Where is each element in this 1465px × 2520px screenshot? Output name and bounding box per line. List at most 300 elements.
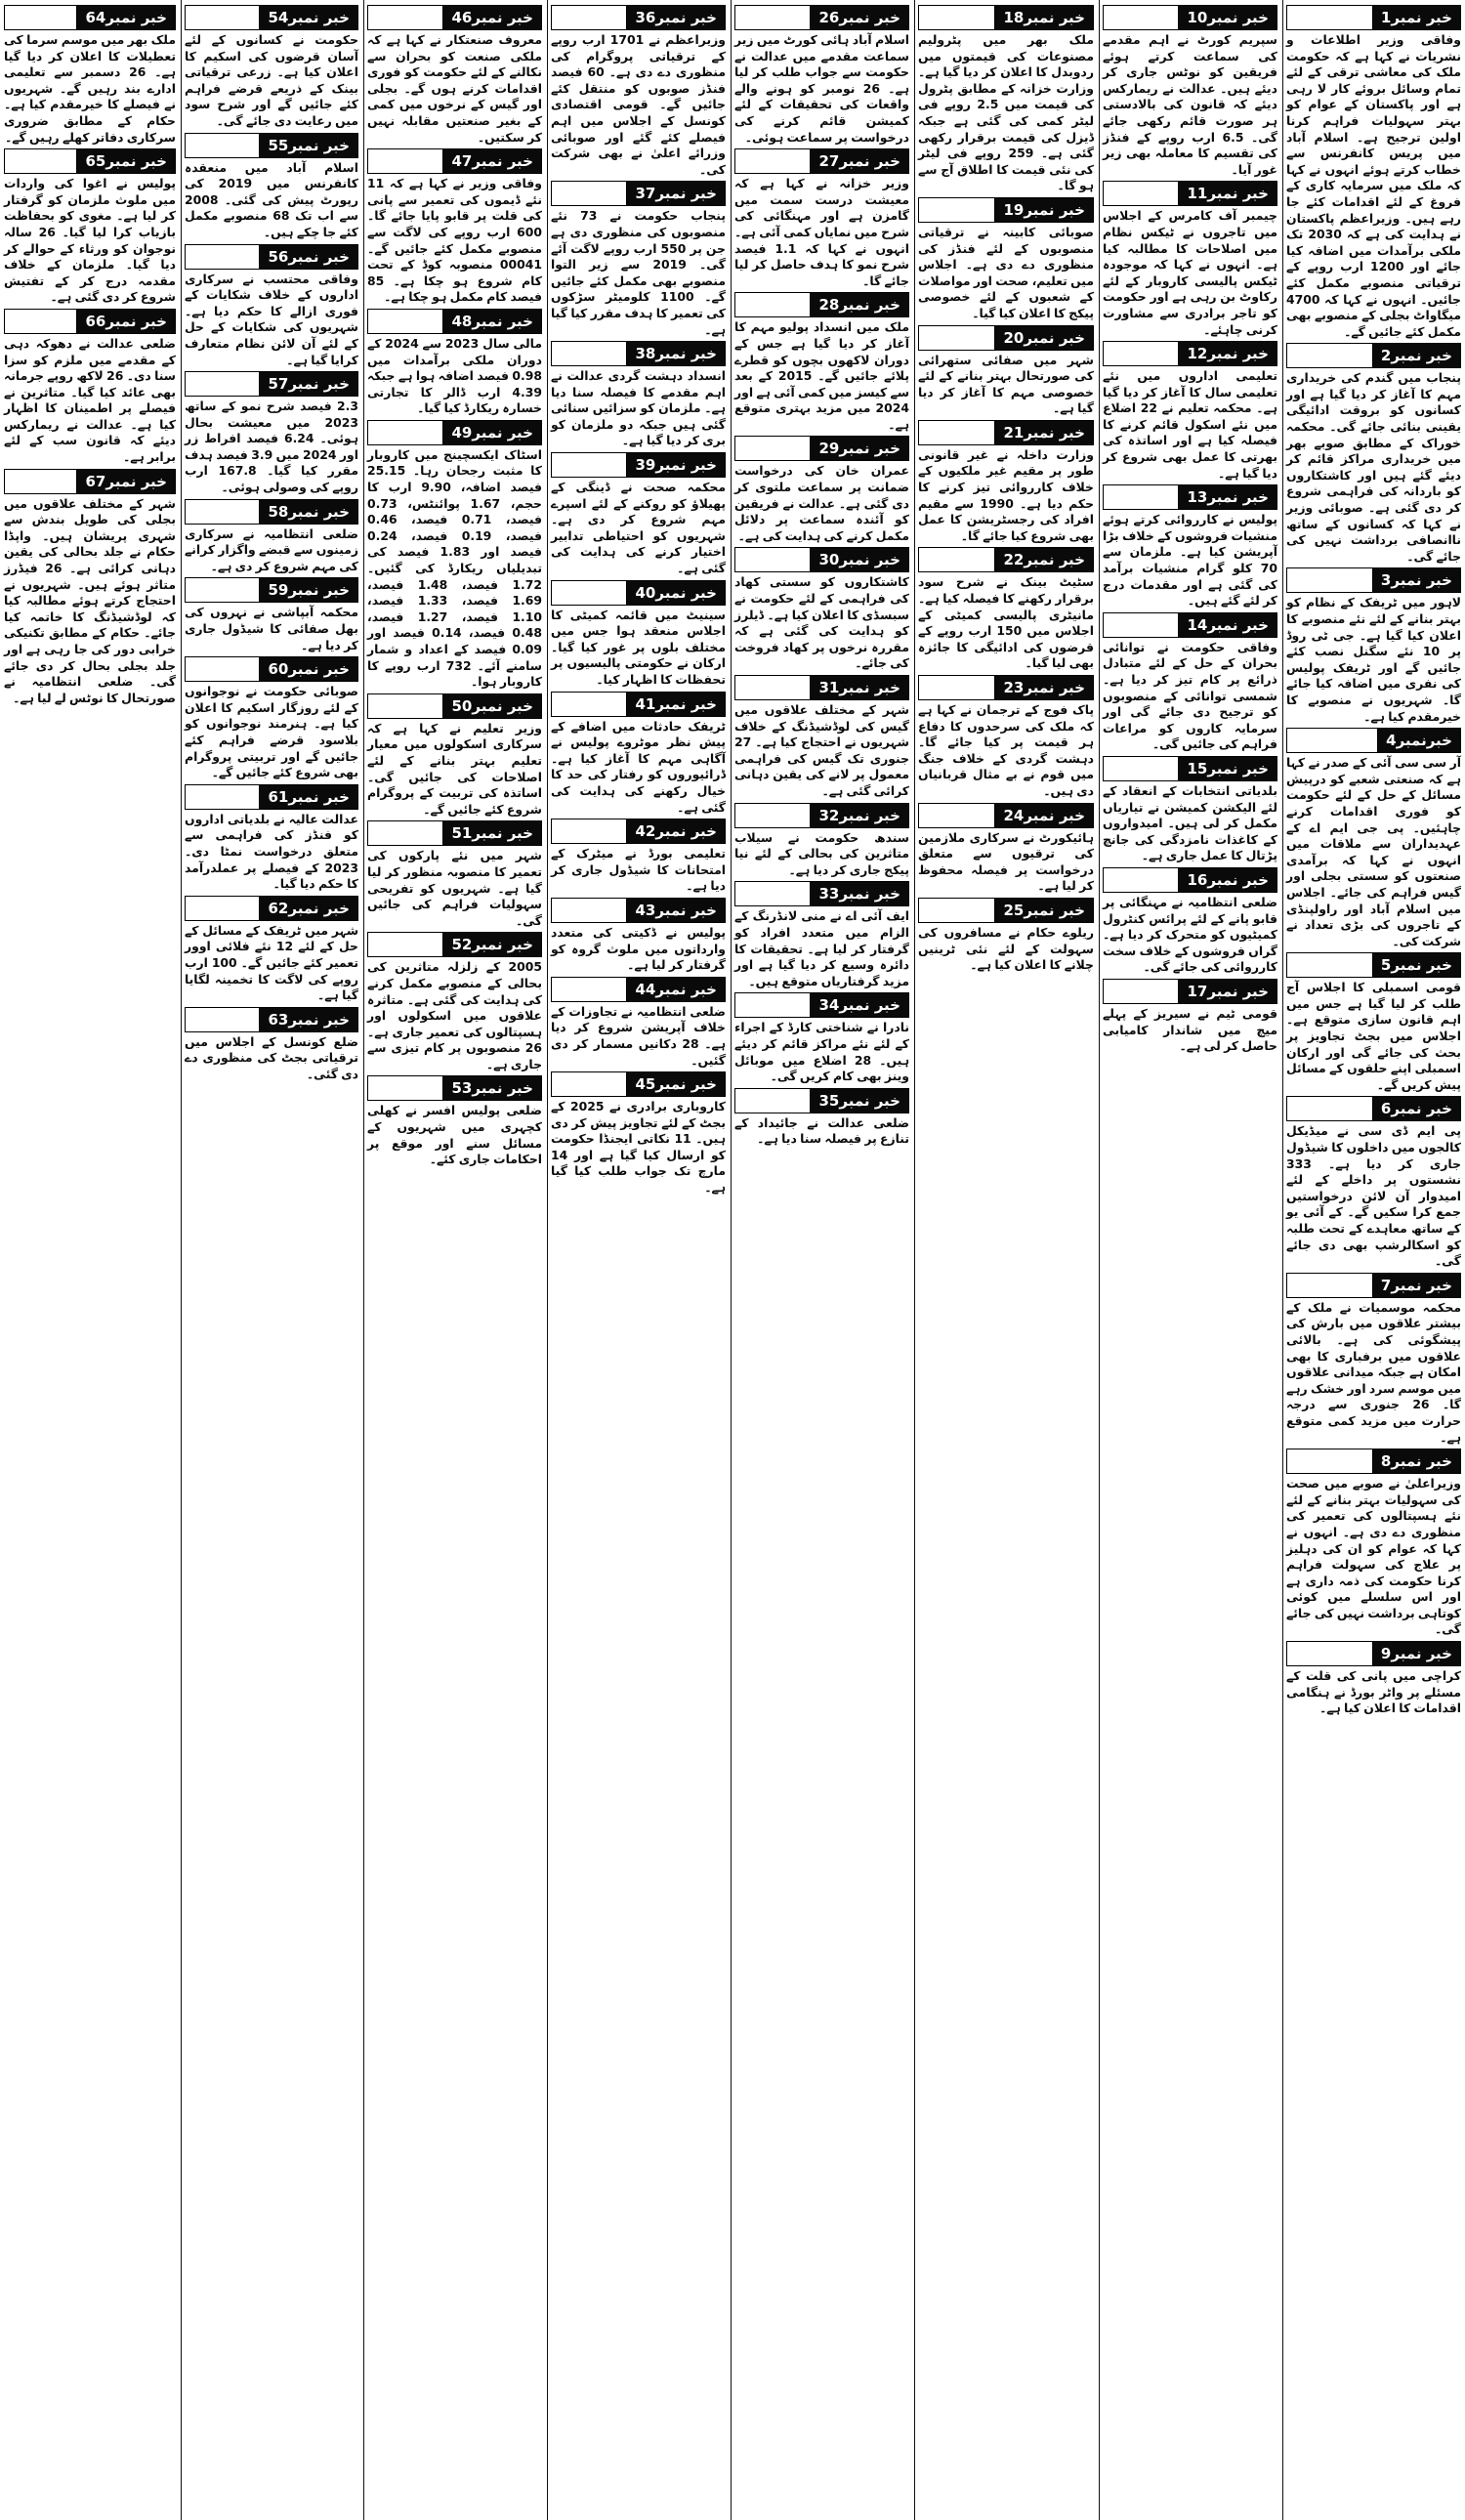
- news-item-header: [551, 899, 726, 922]
- news-header-rule: [734, 547, 810, 572]
- news-item: [1286, 729, 1461, 949]
- news-body-text: آر سی سی آئی کے صدر نے کہا ہے کہ صنعتی شعبے کو درپیش مسائل کے حل کے لئے حکومت کو فوری اقدامات کرنے چاہئیں۔ پی جی ایم اے کے عہدیداران سے ملاقات میں انہوں نے کہا کہ برآمدی صنعتوں کو سستی بجلی اور گیس فراہم کی جائے۔ اجلاس میں اسلام آباد اور راولپنڈی کے تاجروں کی بڑی تعداد نے شرکت کی۔: [1286, 755, 1461, 948]
- news-body-text: بلدیاتی انتخابات کے انعقاد کے لئے الیکشن کمیشن نے تیاریاں مکمل کر لی ہیں۔ امیدواروں کے کاغذات نامزدگی کی جانچ پڑتال کا عمل جاری ہے۔: [1103, 782, 1277, 863]
- news-item: [551, 978, 726, 1069]
- news-body-text: حکومت نے کسانوں کے لئے آسان قرضوں کی اسکیم کا اعلان کیا ہے۔ زرعی ترقیاتی بینک کے ذریعے قرضے فراہم کئے جائیں گے اور شرح سود میں رعایت دی جائے گی۔: [185, 32, 358, 128]
- news-number-badge: خبر نمبر45: [626, 1071, 726, 1097]
- news-item-header: [1286, 6, 1461, 29]
- news-body-text: 2005 کے زلزلہ متاثرین کی بحالی کے منصوبے مکمل کرنے کی ہدایت کی گئی ہے۔ متاثرہ علاقوں میں اسکولوں اور ہسپتالوں کی تعمیر جاری ہے۔ 26 منصوبوں پر کام تیزی سے جاری ہے۔: [367, 959, 542, 1071]
- news-item: [185, 897, 358, 1004]
- news-number-badge: خبر نمبر14: [1178, 612, 1277, 638]
- column-3: [914, 0, 1098, 2520]
- news-body-text: شہر میں ٹریفک کے مسائل کے حل کے لئے 12 نئے فلائی اوور تعمیر کئے جائیں گے۔ 100 ارب روپے کی لاگت کا تخمینہ لگایا گیا ہے۔: [185, 922, 358, 1003]
- news-item-header: [185, 372, 358, 396]
- news-item-header: [185, 897, 358, 920]
- news-header-rule: [367, 148, 442, 174]
- news-item-header: [185, 245, 358, 269]
- news-body-text: قومی اسمبلی کا اجلاس آج طلب کر لیا گیا ہے جس میں اہم قانون سازی متوقع ہے۔ اجلاس میں بجٹ تجاویز پر بحث کی جائے گی اور ارکان اسمبلی اپنے حلقوں کے مسائل پیش کریں گے۔: [1286, 980, 1461, 1092]
- news-body-text: لاہور میں ٹریفک کے نظام کو بہتر بنانے کے لئے نئے منصوبے کا اعلان کیا گیا ہے۔ جی ٹی روڈ پر 10 نئے سگنل نصب کئے جائیں گے اور ٹریفک پولیس کی نفری میں اضافہ کیا جائے گا۔ شہریوں نے منصوبے کا خیرمقدم کیا ہے۔: [1286, 595, 1461, 724]
- news-item-header: [4, 310, 176, 333]
- news-body-text: اسلام آباد ہائی کورٹ میں زیر سماعت مقدمے میں عدالت نے حکومت سے جواب طلب کر لیا ہے۔ 26 نومبر کو ہونے والے واقعات کی تحقیقات کے لئے کمیشن قائم کرنے کی درخواست پر سماعت ہوئی۔: [734, 32, 909, 145]
- news-body-text: 2.3 فیصد شرح نمو کے ساتھ 2023 میں معیشت بحال ہوئی۔ 6.24 فیصد افراط زر اور 2024 میں 3.9 فیصد ہدف مقرر کیا گیا۔ 167.8 ارب روپے کی وصولی ہوئی۔: [185, 399, 358, 495]
- news-item-header: [734, 437, 909, 460]
- news-item-header: [1286, 729, 1461, 752]
- news-item: [918, 326, 1094, 417]
- news-body-text: پی ایم ڈی سی نے میڈیکل کالجوں میں داخلوں کا شیڈول جاری کر دیا ہے۔ 333 نشستوں پر داخلے کے لئے امیدوار آن لائن درخواستیں جمع کرا سکیں گے۔ کے آئی یو کے ساتھ معاہدے کے تحت طلبہ کو اسکالرشپ بھی دی جائے گی۔: [1286, 1123, 1461, 1269]
- news-item-header: [367, 6, 542, 29]
- news-item: [1286, 1449, 1461, 1638]
- news-body-text: صوبائی حکومت نے نوجوانوں کے لئے روزگار اسکیم کا اعلان کیا ہے۔ ہنرمند نوجوانوں کو بلاسود قرضے فراہم کئے جائیں گے اور تربیتی پروگرام بھی شروع کئے جائیں گے۔: [185, 684, 358, 780]
- news-item: [551, 182, 726, 338]
- news-number-badge: خبر نمبر6: [1372, 1096, 1461, 1121]
- news-body-text: ریلوے حکام نے مسافروں کی سہولت کے لئے نئی ٹرینیں چلانے کا اعلان کیا ہے۔: [918, 924, 1094, 973]
- news-body-text: چیمبر آف کامرس کے اجلاس میں تاجروں نے ٹیکس نظام میں اصلاحات کا مطالبہ کیا ہے۔ انہوں نے کہا کہ موجودہ ٹیکس پالیسی کاروبار کے لئے رکاوٹ بن رہی ہے اور حکومت کو تاجر برادری سے مشاورت کرنی چاہئے۔: [1103, 208, 1277, 337]
- news-number-badge: خبر نمبر37: [626, 181, 726, 206]
- news-number-badge: خبر نمبر42: [626, 819, 726, 844]
- news-number-badge: خبر نمبر51: [442, 820, 542, 846]
- news-header-rule: [918, 420, 994, 445]
- news-header-rule: [734, 148, 810, 174]
- news-number-badge: خبر نمبر5: [1372, 952, 1461, 978]
- news-item: [185, 1008, 358, 1083]
- news-item-header: [185, 657, 358, 681]
- news-header-rule: [918, 803, 994, 828]
- news-number-badge: خبر نمبر57: [259, 371, 358, 397]
- news-header-rule: [367, 309, 442, 334]
- news-item: [185, 245, 358, 369]
- news-item-header: [734, 1089, 909, 1113]
- news-item: [4, 6, 176, 146]
- news-item: [551, 899, 726, 974]
- news-body-text: ٹریفک حادثات میں اضافے کے پیش نظر موٹروے پولیس نے آگاہی مہم کا آغاز کیا ہے۔ ڈرائیوروں کو رفتار کی حد کا خیال رکھنے کی ہدایت کی گئی ہے۔: [551, 718, 726, 815]
- news-item: [1103, 182, 1277, 338]
- news-header-rule: [551, 452, 626, 478]
- news-body-text: ملک بھر میں پٹرولیم مصنوعات کی قیمتوں میں ردوبدل کا اعلان کر دیا گیا ہے۔ وزارت خزانہ کے مطابق پٹرول کی قیمت میں 2.5 روپے فی لیٹر کمی کی گئی ہے جبکہ ڈیزل کی قیمت برقرار رکھی گئی ہے۔ 259 روپے فی لیٹر کی نئی قیمت کا اطلاق آج سے ہو گا۔: [918, 32, 1094, 193]
- news-item-header: [551, 342, 726, 365]
- news-item: [367, 421, 542, 691]
- news-body-text: صوبائی کابینہ نے ترقیاتی منصوبوں کے لئے فنڈز کی منظوری دے دی ہے۔ اجلاس میں تعلیم، صحت اور مواصلات کے شعبوں کے لئے خصوصی پیکج کا اعلان کیا گیا۔: [918, 224, 1094, 320]
- news-header-rule: [1286, 343, 1372, 368]
- news-item-header: [1286, 1274, 1461, 1297]
- news-body-text: ضلعی عدالت نے دھوکہ دہی کے مقدمے میں ملزم کو سزا سنا دی۔ 26 لاکھ روپے جرمانہ بھی عائد کیا گیا۔ متاثرین نے فیصلے پر اطمینان کا اظہار کیا ہے۔ عدالت نے ریمارکس دیئے کہ قانون سب کے لئے برابر ہے۔: [4, 335, 176, 465]
- news-item: [551, 819, 726, 895]
- news-number-badge: خبر نمبر31: [810, 675, 909, 700]
- column-2: [1099, 0, 1281, 2520]
- news-number-badge: خبر نمبر48: [442, 309, 542, 334]
- news-item-header: [1286, 344, 1461, 367]
- news-header-rule: [1103, 756, 1178, 781]
- news-number-badge: خبر نمبر26: [810, 5, 909, 30]
- news-body-text: ضلعی انتظامیہ نے مہنگائی پر قابو پانے کے لئے پرائس کنٹرول کمیٹیوں کو متحرک کر دیا ہے۔ گراں فروشوں کے خلاف سخت کارروائی کی جائے گی۔: [1103, 894, 1277, 975]
- news-header-rule: [918, 197, 994, 223]
- news-header-rule: [734, 675, 810, 700]
- news-item: [918, 548, 1094, 672]
- news-number-badge: خبر نمبر39: [626, 452, 726, 478]
- news-body-text: محکمہ موسمیات نے ملک کے بیشتر علاقوں میں بارش کی پیشگوئی کی ہے۔ بالائی علاقوں میں برفباری کا بھی امکان ہے جبکہ میدانی علاقوں میں موسم سرد اور خشک رہے گا۔ 26 جنوری سے درجہ حرارت میں مزید کمی متوقع ہے۔: [1285, 1299, 1461, 1445]
- news-number-badge: خبر نمبر56: [259, 244, 358, 270]
- news-header-rule: [734, 881, 810, 906]
- news-header-rule: [367, 1075, 442, 1101]
- column-1: [1282, 0, 1465, 2520]
- news-body-text: ملک بھر میں موسم سرما کی تعطیلات کا اعلان کر دیا گیا ہے۔ 26 دسمبر سے تعلیمی ادارے بند رہیں گے۔ شہریوں نے فیصلے کا خیرمقدم کیا ہے۔ حکام کے مطابق ضروری سرکاری دفاتر کھلے رہیں گے۔: [4, 32, 176, 145]
- news-number-badge: خبر نمبر8: [1372, 1449, 1461, 1474]
- news-header-rule: [4, 148, 76, 174]
- news-body-text: محکمہ آبپاشی نے نہروں کی بھل صفائی کا شیڈول جاری کر دیا ہے۔: [185, 605, 358, 652]
- news-item-header: [1103, 485, 1277, 509]
- news-item: [918, 804, 1094, 895]
- news-item-header: [1103, 868, 1277, 892]
- news-number-badge: خبر نمبر29: [810, 436, 909, 461]
- news-body-text: وزیر خزانہ نے کہا ہے کہ معیشت درست سمت میں گامزن ہے اور مہنگائی کی شرح میں نمایاں کمی آئی ہے۔ انہوں نے کہا کہ 1.1 فیصد شرح نمو کا ہدف حاصل کر لیا جائے گا۔: [734, 176, 909, 288]
- news-body-text: ضلعی عدالت نے جائیداد کے تنازع پر فیصلہ سنا دیا ہے۔: [734, 1114, 909, 1147]
- news-body-text: وزیراعلیٰ نے صوبے میں صحت کی سہولیات بہتر بنانے کے لئے نئے ہسپتالوں کی تعمیر کی منظوری دے دی ہے۔ انہوں نے کہا کہ عوام کو ان کی دہلیز پر علاج کی سہولت فراہم کرنا حکومت کی ذمہ داری ہے اور اس سلسلے میں کوئی کوتاہی برداشت نہیں کی جائے گی۔: [1286, 1476, 1461, 1637]
- news-item-header: [1286, 1449, 1461, 1473]
- news-item: [1286, 953, 1461, 1093]
- news-item-header: [1103, 182, 1277, 205]
- news-item: [1103, 6, 1277, 178]
- news-item-header: [734, 6, 909, 29]
- column-4: [731, 0, 913, 2520]
- news-item: [367, 694, 542, 819]
- news-body-text: معروف صنعتکار نے کہا ہے کہ ملکی صنعت کو بحران سے نکالنے کے لئے حکومت کو فوری اقدامات کرنے ہوں گے۔ بجلی اور گیس کے نرخوں میں کمی کے بغیر صنعتیں مقابلہ نہیں کر سکتیں۔: [367, 32, 542, 145]
- news-body-text: سندھ حکومت نے سیلاب متاثرین کی بحالی کے لئے نیا پیکج جاری کر دیا ہے۔: [734, 829, 909, 877]
- news-body-text: وفاقی محتسب نے سرکاری اداروں کے خلاف شکایات کے فوری ازالے کا حکم دیا ہے۔ شہریوں کی شکایات کے حل کے لئے آن لائن نظام متعارف کرایا گیا ہے۔: [185, 271, 358, 367]
- news-item: [918, 899, 1094, 974]
- news-header-rule: [1286, 1641, 1372, 1666]
- news-item-header: [918, 676, 1094, 699]
- news-header-rule: [185, 577, 259, 603]
- news-item-header: [367, 821, 542, 845]
- news-item-header: [551, 1072, 726, 1096]
- news-item-header: [185, 500, 358, 524]
- news-number-badge: خبر نمبر3: [1372, 567, 1461, 593]
- news-header-rule: [918, 898, 994, 923]
- news-item: [551, 693, 726, 817]
- news-number-badge: خبرنمبر4: [1377, 728, 1461, 753]
- news-item-header: [734, 993, 909, 1017]
- news-item: [367, 933, 542, 1072]
- news-item: [185, 657, 358, 781]
- news-header-rule: [734, 436, 810, 461]
- news-header-rule: [734, 5, 810, 30]
- news-item: [1103, 342, 1277, 482]
- news-body-text: ایف آئی اے نے منی لانڈرنگ کے الزام میں متعدد افراد کو گرفتار کر لیا ہے۔ تحقیقات کا دائرہ وسیع کر دیا گیا ہے اور مزید گرفتاریاں متوقع ہیں۔: [734, 908, 909, 988]
- news-item-header: [1286, 1642, 1461, 1665]
- news-item-header: [1103, 6, 1277, 29]
- news-item: [1286, 6, 1461, 340]
- news-number-badge: خبر نمبر34: [810, 992, 909, 1018]
- news-body-text: مالی سال 2023 سے 2024 کے دوران ملکی برآمدات میں 0.98 فیصد اضافہ ہوا ہے جبکہ 4.39 ارب ڈالر کا تجارتی خسارہ ریکارڈ کیا گیا۔: [367, 335, 543, 416]
- news-item: [185, 134, 358, 241]
- news-item: [734, 993, 909, 1084]
- news-item: [1103, 613, 1277, 753]
- news-number-badge: خبر نمبر47: [442, 148, 542, 174]
- news-item: [4, 149, 176, 306]
- news-number-badge: خبر نمبر17: [1178, 979, 1277, 1004]
- column-rule: [363, 0, 364, 2520]
- news-item-header: [185, 1008, 358, 1031]
- news-item-header: [367, 149, 542, 173]
- news-body-text: وزیراعظم نے 1701 ارب روپے کے ترقیاتی پروگرام کی منظوری دے دی ہے۔ 60 فیصد فنڈز صوبوں کو منتقل کئے جائیں گے۔ قومی اقتصادی کونسل کے اجلاس میں اہم فیصلے کئے گئے اور صوبائی وزرائے اعلیٰ نے بھی شرکت کی۔: [551, 32, 726, 177]
- column-7: [181, 0, 362, 2520]
- news-item-header: [551, 6, 726, 29]
- news-number-badge: خبر نمبر33: [810, 881, 909, 906]
- news-item-header: [551, 453, 726, 477]
- news-header-rule: [185, 784, 259, 810]
- news-body-text: سینیٹ میں قائمہ کمیٹی کا اجلاس منعقد ہوا جس میں مختلف بلوں پر غور کیا گیا۔ ارکان نے حکومتی پالیسیوں پر تحفظات کا اظہار کیا۔: [551, 607, 726, 687]
- news-number-badge: خبر نمبر50: [442, 693, 542, 719]
- news-item-header: [185, 6, 358, 29]
- news-number-badge: خبر نمبر21: [994, 420, 1094, 445]
- news-item-header: [918, 548, 1094, 571]
- news-header-rule: [367, 693, 442, 719]
- news-number-badge: خبر نمبر43: [626, 898, 726, 923]
- news-header-rule: [551, 819, 626, 844]
- news-header-rule: [367, 420, 442, 445]
- news-item-header: [918, 198, 1094, 222]
- news-number-badge: خبر نمبر40: [626, 580, 726, 606]
- news-header-rule: [1286, 952, 1372, 978]
- news-body-text: ضلعی انتظامیہ نے تجاوزات کے خلاف آپریشن شروع کر دیا ہے۔ 28 دکانیں مسمار کر دی گئیں۔: [551, 1003, 726, 1068]
- news-body-text: اسلام آباد میں منعقدہ کانفرنس میں 2019 کی رپورٹ پیش کی گئی۔ 2008 سے اب تک 68 منصوبے مکمل کئے جا چکے ہیں۔: [185, 159, 359, 239]
- news-number-badge: خبر نمبر23: [994, 675, 1094, 700]
- column-6: [363, 0, 546, 2520]
- news-item: [367, 1076, 542, 1167]
- news-number-badge: خبر نمبر66: [76, 309, 176, 334]
- news-body-text: محکمہ صحت نے ڈینگی کے پھیلاؤ کو روکنے کے لئے اسپرے مہم شروع کر دی ہے۔ شہریوں کو احتیاطی تدابیر اختیار کرنے کی ہدایت کی گئی ہے۔: [551, 480, 726, 576]
- news-header-rule: [1286, 5, 1372, 30]
- news-body-text: قومی ٹیم نے سیریز کے پہلے میچ میں شاندار کامیابی حاصل کر لی ہے۔: [1103, 1005, 1277, 1054]
- news-item: [734, 882, 909, 989]
- news-number-badge: خبر نمبر36: [626, 5, 726, 30]
- news-item-header: [734, 882, 909, 905]
- news-body-text: تعلیمی اداروں میں نئے تعلیمی سال کا آغاز کر دیا گیا ہے۔ محکمہ تعلیم نے 22 اضلاع میں نئے اسکول قائم کرنے کا فیصلہ کیا ہے اور اساتذہ کی بھرتی کا عمل بھی شروع کر دیا گیا ہے۔: [1103, 368, 1277, 481]
- news-item: [185, 785, 358, 893]
- news-item: [1103, 485, 1277, 609]
- news-body-text: شہر کے مختلف علاقوں میں گیس کی لوڈشیڈنگ کے خلاف شہریوں نے احتجاج کیا ہے۔ 27 جنوری تک گیس کی فراہمی معمول پر لانے کی یقین دہانی کرائی گئی ہے۔: [734, 702, 909, 798]
- news-item-header: [918, 804, 1094, 827]
- news-item-header: [551, 693, 726, 716]
- news-item: [1286, 344, 1461, 565]
- news-item-header: [551, 581, 726, 605]
- news-item: [1286, 1274, 1461, 1446]
- news-header-rule: [551, 1071, 626, 1097]
- news-number-badge: خبر نمبر55: [259, 133, 358, 158]
- news-body-text: کاشتکاروں کو سستی کھاد کی فراہمی کے لئے حکومت نے سبسڈی کا اعلان کیا ہے۔ ڈیلرز کو ہدایت کی گئی ہے کہ مقررہ نرخوں پر کھاد فروخت کی جائے۔: [734, 574, 909, 671]
- news-body-text: پنجاب حکومت نے 73 نئے منصوبوں کی منظوری دی ہے جن پر 550 ارب روپے لاگت آئے گی۔ 2019 سے زیر التوا منصوبے بھی مکمل کئے جائیں گے۔ 1100 کلومیٹر سڑکوں کی تعمیر کا ہدف مقرر کیا گیا ہے۔: [551, 208, 726, 337]
- news-number-badge: خبر نمبر52: [442, 932, 542, 957]
- column-rule: [1282, 0, 1283, 2520]
- news-item: [734, 1089, 909, 1148]
- news-item-header: [734, 293, 909, 316]
- news-body-text: پولیس نے ڈکیتی کی متعدد وارداتوں میں ملوث گروہ کو گرفتار کر لیا ہے۔: [551, 924, 726, 973]
- news-item-header: [1103, 757, 1277, 780]
- news-item: [185, 578, 358, 653]
- news-header-rule: [367, 5, 442, 30]
- news-item: [734, 676, 909, 800]
- news-item: [185, 372, 358, 496]
- news-item: [185, 6, 358, 130]
- news-number-badge: خبر نمبر19: [994, 197, 1094, 223]
- news-item: [1103, 980, 1277, 1055]
- news-item-header: [367, 933, 542, 956]
- news-item-header: [367, 421, 542, 444]
- news-header-rule: [1103, 867, 1178, 893]
- news-item-header: [1103, 613, 1277, 637]
- news-number-badge: خبر نمبر61: [259, 784, 358, 810]
- news-number-badge: خبر نمبر49: [442, 420, 542, 445]
- news-header-rule: [1103, 181, 1178, 206]
- news-header-rule: [918, 5, 994, 30]
- news-number-badge: خبر نمبر38: [626, 341, 726, 366]
- news-header-rule: [734, 803, 810, 828]
- news-body-text: وفاقی وزیر نے کہا ہے کہ 11 نئے ڈیموں کی تعمیر سے پانی کی قلت پر قابو پایا جائے گا۔ 600 ارب روپے کی لاگت سے منصوبے مکمل کئے جائیں گے۔ 00041 منصوبہ کوڈ کے تحت کام شروع ہو چکا ہے۔ 85 فیصد کام مکمل ہو چکا ہے۔: [367, 176, 542, 305]
- news-body-text: پولیس نے اغوا کی واردات میں ملوث ملزمان کو گرفتار کر لیا ہے۔ مغوی کو بحفاظت بازیاب کرا لیا گیا۔ 26 سالہ نوجوان کو ورثاء کے حوالے کر دیا گیا۔ ملزمان کے خلاف مقدمہ درج کر کے تفتیش شروع کر دی گئی ہے۔: [4, 176, 176, 305]
- news-number-badge: خبر نمبر41: [626, 692, 726, 717]
- news-item: [367, 821, 542, 929]
- news-header-rule: [185, 896, 259, 921]
- news-header-rule: [1286, 1096, 1372, 1121]
- news-body-text: ضلع کونسل کے اجلاس میں ترقیاتی بجٹ کی منظوری دے دی گئی۔: [185, 1033, 358, 1081]
- news-header-rule: [185, 5, 259, 30]
- news-number-badge: خبر نمبر2: [1372, 343, 1461, 368]
- news-header-rule: [185, 1007, 259, 1032]
- news-item-header: [918, 326, 1094, 350]
- news-item-header: [551, 819, 726, 843]
- news-number-badge: خبر نمبر22: [994, 547, 1094, 572]
- news-number-badge: خبر نمبر44: [626, 977, 726, 1002]
- news-number-badge: خبر نمبر32: [810, 803, 909, 828]
- news-item: [1286, 1642, 1461, 1717]
- news-item: [918, 421, 1094, 545]
- news-body-text: ہائیکورٹ نے سرکاری ملازمین کی ترقیوں سے متعلق درخواست پر فیصلہ محفوظ کر لیا ہے۔: [918, 829, 1094, 894]
- news-item-header: [1286, 1097, 1461, 1120]
- news-item: [551, 453, 726, 577]
- news-item: [734, 804, 909, 879]
- news-item: [367, 149, 542, 306]
- news-item-header: [734, 804, 909, 827]
- news-item: [734, 149, 909, 289]
- news-number-badge: خبر نمبر30: [810, 547, 909, 572]
- news-item: [4, 310, 176, 466]
- news-header-rule: [1286, 1273, 1372, 1298]
- news-header-rule: [4, 469, 76, 494]
- news-body-text: وزارت داخلہ نے غیر قانونی طور پر مقیم غیر ملکیوں کے خلاف کارروائی تیز کرنے کا حکم دیا ہے۔ 1990 سے مقیم افراد کی رجسٹریشن کا عمل بھی شروع کیا جائے گا۔: [918, 446, 1094, 543]
- news-item: [734, 293, 909, 433]
- news-item-header: [551, 978, 726, 1001]
- news-header-rule: [918, 547, 994, 572]
- news-item-header: [918, 421, 1094, 444]
- news-number-badge: خبر نمبر62: [259, 896, 358, 921]
- news-number-badge: خبر نمبر11: [1178, 181, 1277, 206]
- news-item-header: [185, 578, 358, 602]
- column-rule: [731, 0, 732, 2520]
- news-item: [1103, 757, 1277, 864]
- column-5: [547, 0, 730, 2520]
- news-body-text: شہر میں نئے پارکوں کی تعمیر کا منصوبہ منظور کر لیا گیا ہے۔ شہریوں کو تفریحی سہولیات فراہم کی جائیں گی۔: [367, 848, 542, 928]
- news-item-header: [918, 6, 1094, 29]
- news-item: [918, 6, 1094, 194]
- news-header-rule: [185, 499, 259, 525]
- news-number-badge: خبر نمبر64: [76, 5, 176, 30]
- news-body-text: پولیس نے کارروائی کرتے ہوئے منشیات فروشوں کے خلاف بڑا آپریشن کیا ہے۔ ملزمان سے 70 کلو گرام منشیات برآمد کی گئی ہے اور مقدمات درج کر لئے گئے ہیں۔: [1103, 512, 1277, 609]
- news-number-badge: خبر نمبر1: [1372, 5, 1461, 30]
- news-item-header: [4, 149, 176, 173]
- news-item-header: [1286, 568, 1461, 592]
- news-body-text: سپریم کورٹ نے اہم مقدمے کی سماعت کرتے ہوئے فریقین کو نوٹس جاری کر دیئے ہیں۔ عدالت نے ریمارکس دیئے کہ قانون کی بالادستی ہر صورت قائم رکھی جائے گی۔ 6.5 ارب روپے کے فنڈز کی تقسیم کا معاملہ بھی زیر غور آیا۔: [1103, 32, 1277, 177]
- news-item: [1286, 1097, 1461, 1269]
- news-body-text: وفاقی حکومت نے توانائی بحران کے حل کے لئے متبادل ذرائع پر کام تیز کر دیا ہے۔ شمسی توانائی کے منصوبوں کو ترجیح دی جائے گی اور سرمایہ کاروں کو مراعات فراہم کی جائیں گی۔: [1103, 639, 1277, 752]
- news-header-rule: [734, 1088, 810, 1113]
- news-number-badge: خبر نمبر35: [810, 1088, 909, 1113]
- column-rule: [181, 0, 182, 2520]
- news-body-text: کراچی میں پانی کی قلت کے مسئلے پر واٹر بورڈ نے ہنگامی اقدامات کا اعلان کیا ہے۔: [1286, 1668, 1461, 1716]
- news-item-header: [918, 899, 1094, 922]
- news-number-badge: خبر نمبر46: [442, 5, 542, 30]
- news-number-badge: خبر نمبر28: [810, 292, 909, 317]
- news-body-text: وفاقی وزیر اطلاعات و نشریات نے کہا ہے کہ حکومت ملک کی معاشی ترقی کے لئے تمام وسائل بروئے کار لا رہی ہے اور پاکستان کے عوام کو بہتر سہولیات فراہم کرنا اولین ترجیح ہے۔ اسلام آباد میں پریس کانفرنس سے خطاب کرتے ہوئے انہوں نے کہا کہ ملک میں سرمایہ کاری کے فروغ کے لئے اقدامات کئے جا رہے ہیں۔ وزیراعظم پاکستان نے ہدایت کی ہے کہ 2030 تک ملکی برآمدات میں اضافہ کیا جائے اور 1200 ارب روپے کے ترقیاتی منصوبے مکمل کئے جائیں۔ انہوں نے کہا کہ 4700 میگاواٹ بجلی کے منصوبے بھی مکمل کئے جائیں گے۔: [1286, 32, 1461, 339]
- news-body-text: انسداد دہشت گردی عدالت نے اہم مقدمے کا فیصلہ سنا دیا ہے۔ ملزمان کو سزائیں سنائی گئی ہیں جبکہ دو ملزمان کو بری کر دیا گیا ہے۔: [551, 368, 726, 448]
- news-header-rule: [1103, 341, 1178, 366]
- news-header-rule: [1286, 567, 1372, 593]
- news-header-rule: [734, 292, 810, 317]
- news-item-header: [185, 785, 358, 809]
- news-header-rule: [185, 371, 259, 397]
- news-item-header: [1103, 980, 1277, 1003]
- news-header-rule: [918, 325, 994, 351]
- news-item-header: [734, 676, 909, 699]
- news-item-header: [367, 694, 542, 718]
- news-body-text: سٹیٹ بینک نے شرح سود برقرار رکھنے کا فیصلہ کیا ہے۔ مانیٹری پالیسی کمیٹی کے اجلاس میں 150 ارب روپے کے قرضوں کی ادائیگی کا جائزہ بھی لیا گیا۔: [918, 574, 1094, 671]
- news-body-text: پاک فوج کے ترجمان نے کہا ہے کہ ملک کی سرحدوں کا دفاع ہر قیمت پر کیا جائے گا۔ دہشت گردی کے خلاف جنگ میں قوم نے بے مثال قربانیاں دی ہیں۔: [918, 702, 1094, 798]
- news-item: [918, 676, 1094, 800]
- news-body-text: تعلیمی بورڈ نے میٹرک کے امتحانات کا شیڈول جاری کر دیا ہے۔: [551, 846, 726, 894]
- news-number-badge: خبر نمبر13: [1178, 484, 1277, 510]
- news-body-text: شہر میں صفائی ستھرائی کی صورتحال بہتر بنانے کے لئے خصوصی مہم کا آغاز کر دیا گیا ہے۔: [918, 352, 1094, 416]
- news-body-text: عمران خان کی درخواست ضمانت پر سماعت ملتوی کر دی گئی ہے۔ عدالت نے فریقین کو آئندہ سماعت پر دلائل مکمل کرنے کی ہدایت کی ہے۔: [734, 463, 909, 543]
- news-number-badge: خبر نمبر9: [1372, 1641, 1461, 1666]
- news-item: [1286, 568, 1461, 725]
- news-number-badge: خبر نمبر53: [442, 1075, 542, 1101]
- news-item: [734, 6, 909, 146]
- news-header-rule: [1103, 5, 1178, 30]
- news-item-header: [1103, 342, 1277, 365]
- news-header-rule: [4, 309, 76, 334]
- news-number-badge: خبر نمبر65: [76, 148, 176, 174]
- news-body-text: وزیر تعلیم نے کہا ہے کہ سرکاری اسکولوں میں معیار تعلیم بہتر بنانے کے لئے اصلاحات کی جائیں گی۔ اساتذہ کی تربیت کے پروگرام شروع کئے جائیں گے۔: [367, 720, 542, 817]
- news-item-header: [367, 1076, 542, 1100]
- news-number-badge: خبر نمبر54: [259, 5, 358, 30]
- news-header-rule: [551, 977, 626, 1002]
- news-number-badge: خبر نمبر60: [259, 656, 358, 682]
- news-number-badge: خبر نمبر15: [1178, 756, 1277, 781]
- news-item-header: [4, 6, 176, 29]
- news-header-rule: [1286, 728, 1377, 753]
- news-body-text: کاروباری برادری نے 2025 کے بجٹ کے لئے تجاویز پیش کر دی ہیں۔ 11 نکاتی ایجنڈا حکومت کو ارسال کیا گیا ہے اور 14 مارچ تک جواب طلب کیا گیا ہے۔: [551, 1099, 727, 1196]
- news-item: [551, 1072, 726, 1197]
- news-header-rule: [185, 656, 259, 682]
- news-header-rule: [918, 675, 994, 700]
- column-rule: [914, 0, 915, 2520]
- news-header-rule: [4, 5, 76, 30]
- news-number-badge: خبر نمبر24: [994, 803, 1094, 828]
- news-header-rule: [367, 932, 442, 957]
- news-item: [551, 342, 726, 449]
- news-number-badge: خبر نمبر59: [259, 577, 358, 603]
- column-rule: [547, 0, 548, 2520]
- news-item: [185, 500, 358, 575]
- news-item: [367, 310, 542, 417]
